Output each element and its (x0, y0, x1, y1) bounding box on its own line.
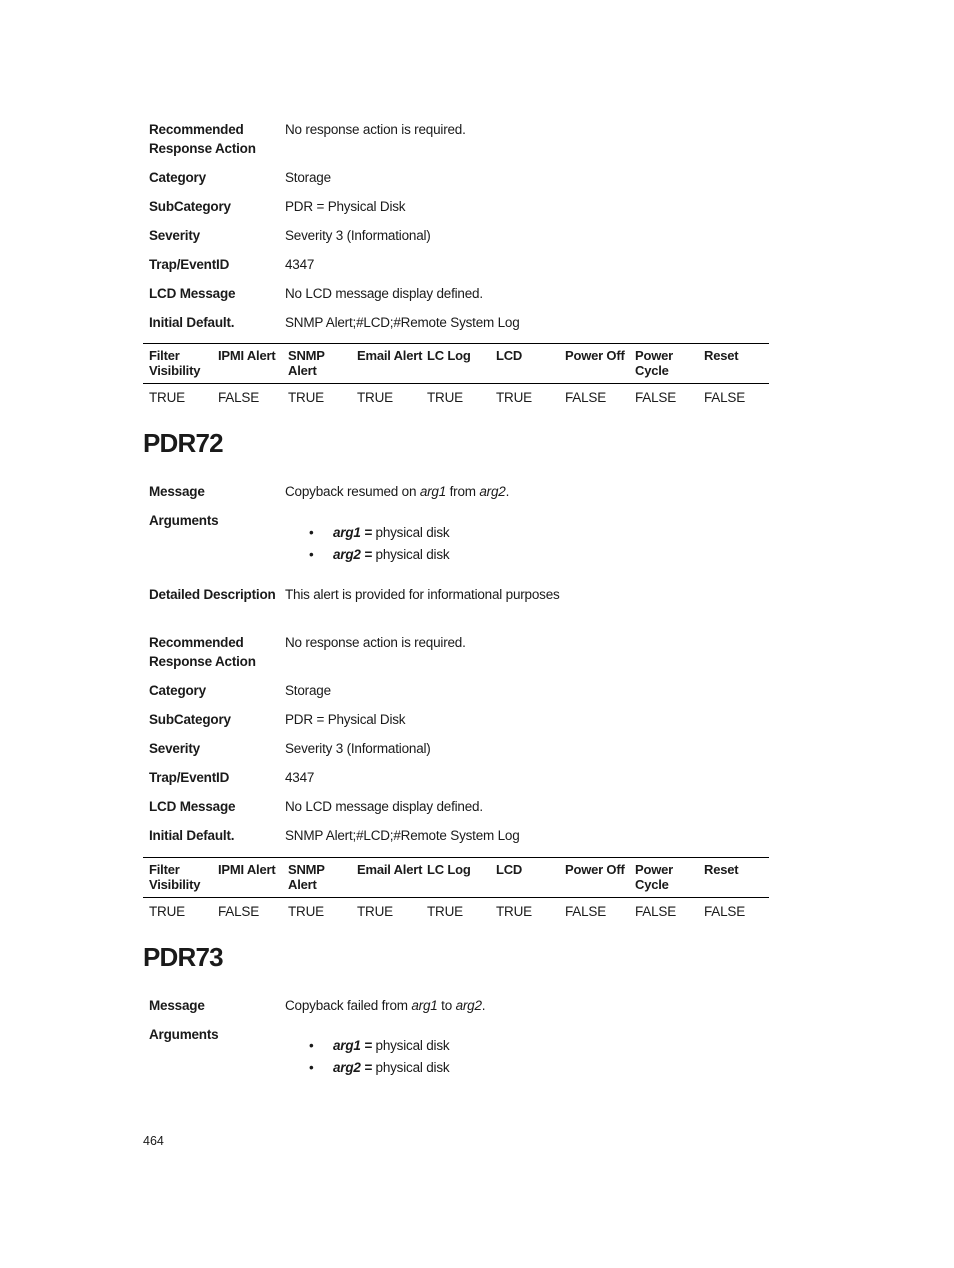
field-value (285, 996, 765, 1015)
field-label: Trap/EventID (149, 770, 230, 785)
field-value: This alert is provided for informational purposes (285, 587, 560, 602)
argument-description: physical disk (375, 525, 450, 540)
field-label: Severity (149, 228, 200, 243)
argument-name: arg2 (333, 1060, 361, 1075)
message-arg: arg1 (419, 484, 447, 499)
argument-description: physical disk (375, 1060, 450, 1075)
field-value (285, 482, 765, 501)
field-label: Category (149, 683, 206, 698)
table-header-cell: Power Off (565, 348, 625, 363)
table-header-cell: Filter Visibility (149, 348, 201, 378)
argument-name: arg1 (333, 525, 361, 540)
field-value: SNMP Alert;#LCD;#Remote System Log (285, 315, 520, 330)
field-label: Detailed Description (149, 587, 276, 602)
table-cell: TRUE (427, 904, 463, 919)
section-heading: PDR72 (143, 428, 223, 458)
message-arg: arg1 (411, 998, 438, 1013)
field-value: No response action is required. (285, 122, 466, 137)
message-text: to (437, 998, 456, 1013)
table-cell: TRUE (496, 904, 532, 919)
argument-separator: = (360, 525, 376, 540)
table-top-rule (143, 343, 769, 344)
table-cell: TRUE (357, 904, 393, 919)
field-value: No LCD message display defined. (285, 799, 483, 814)
message-text: Copyback resumed on (285, 484, 420, 499)
field-value: PDR = Physical Disk (285, 199, 406, 214)
field-label: Category (149, 170, 206, 185)
table-header-cell: Power Cycle (635, 862, 674, 892)
table-top-rule (143, 857, 769, 858)
field-label: SubCategory (149, 199, 231, 214)
table-cell: TRUE (427, 390, 463, 405)
table-header-cell: LCD (496, 862, 523, 877)
field-label: Recommended Response Action (149, 635, 256, 669)
field-label: SubCategory (149, 712, 231, 727)
field-value: SNMP Alert;#LCD;#Remote System Log (285, 828, 520, 843)
argument-description: physical disk (375, 547, 450, 562)
argument-separator: = (360, 1038, 376, 1053)
table-header-cell: Reset (704, 862, 739, 877)
argument-separator: = (360, 547, 376, 562)
field-label: Initial Default. (149, 828, 235, 843)
table-header-rule (143, 383, 769, 384)
table-header-rule (143, 897, 769, 898)
table-cell: FALSE (218, 904, 260, 919)
message-text: . (505, 484, 510, 499)
table-cell: FALSE (635, 390, 677, 405)
page-number: 464 (143, 1134, 164, 1148)
message-arg: arg2 (455, 998, 482, 1013)
argument-separator: = (360, 1060, 376, 1075)
field-value: Severity 3 (Informational) (285, 741, 431, 756)
table-header-cell: IPMI Alert (218, 862, 276, 877)
field-value: No LCD message display defined. (285, 286, 483, 301)
field-value: Severity 3 (Informational) (285, 228, 431, 243)
table-header-cell: SNMP Alert (288, 348, 325, 378)
table-header-cell: IPMI Alert (218, 348, 276, 363)
table-cell: FALSE (704, 390, 746, 405)
field-label: Message (149, 484, 205, 499)
table-cell: FALSE (565, 904, 607, 919)
table-cell: FALSE (218, 390, 260, 405)
table-header-cell: LCD (496, 348, 523, 363)
table-cell: FALSE (565, 390, 607, 405)
argument-name: arg2 (333, 547, 361, 562)
table-header-cell: Power Off (565, 862, 625, 877)
table-header-cell: Email Alert (357, 348, 423, 363)
field-value: Storage (285, 170, 331, 185)
argument-description: physical disk (375, 1038, 450, 1053)
field-label: Recommended Response Action (149, 122, 256, 156)
field-label: Severity (149, 741, 200, 756)
field-label: Arguments (149, 1027, 219, 1042)
table-cell: TRUE (149, 904, 185, 919)
field-value: 4347 (285, 257, 315, 272)
message-text: . (481, 998, 486, 1013)
bullet-icon: • (309, 547, 314, 562)
table-header-cell: LC Log (427, 348, 471, 363)
table-header-cell: Power Cycle (635, 348, 674, 378)
table-cell: FALSE (704, 904, 746, 919)
table-cell: TRUE (357, 390, 393, 405)
table-header-cell: Filter Visibility (149, 862, 201, 892)
bullet-icon: • (309, 1038, 314, 1053)
section-heading: PDR73 (143, 942, 223, 972)
message-arg: arg2 (479, 484, 506, 499)
field-label: LCD Message (149, 286, 236, 301)
bullet-icon: • (309, 525, 314, 540)
argument-name: arg1 (333, 1038, 361, 1053)
field-label: Arguments (149, 513, 219, 528)
field-value: PDR = Physical Disk (285, 712, 406, 727)
table-cell: TRUE (288, 390, 324, 405)
field-label: LCD Message (149, 799, 236, 814)
bullet-icon: • (309, 1060, 314, 1075)
table-cell: FALSE (635, 904, 677, 919)
field-label: Initial Default. (149, 315, 235, 330)
field-value: No response action is required. (285, 635, 466, 650)
table-header-cell: Reset (704, 348, 739, 363)
field-label: Message (149, 998, 205, 1013)
table-cell: TRUE (288, 904, 324, 919)
field-value: Storage (285, 683, 331, 698)
table-cell: TRUE (149, 390, 185, 405)
field-label: Trap/EventID (149, 257, 230, 272)
table-header-cell: LC Log (427, 862, 471, 877)
table-cell: TRUE (496, 390, 532, 405)
message-text: from (446, 484, 480, 499)
table-header-cell: SNMP Alert (288, 862, 325, 892)
field-value: 4347 (285, 770, 315, 785)
message-text: Copyback failed from (285, 998, 412, 1013)
table-header-cell: Email Alert (357, 862, 423, 877)
